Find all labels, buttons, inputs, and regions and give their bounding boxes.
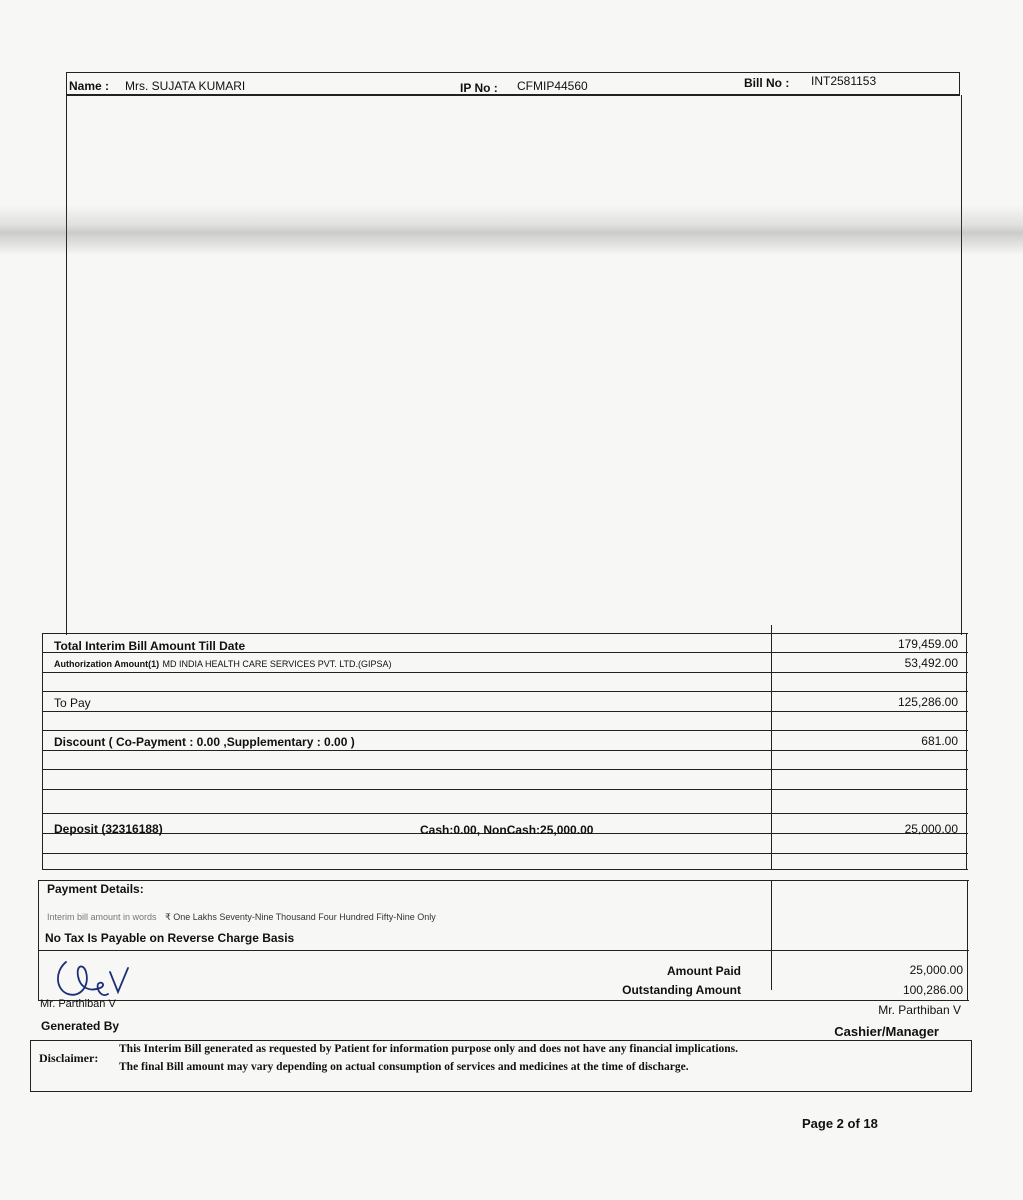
amount-paid-label: Amount Paid bbox=[667, 964, 741, 978]
cashier-label: Cashier/Manager bbox=[834, 1024, 939, 1039]
table-divider bbox=[38, 1000, 969, 1001]
bill-summary-table bbox=[42, 633, 968, 869]
deposit-value: 25,000.00 bbox=[904, 822, 958, 836]
deposit-label: Deposit (32316188) bbox=[54, 822, 163, 836]
amount-in-words-row bbox=[47, 912, 436, 923]
to-pay-value: 125,286.00 bbox=[897, 695, 958, 709]
outstanding-value: 100,286.00 bbox=[902, 983, 963, 997]
paper-fold-shadow bbox=[0, 205, 1023, 255]
generated-by-label: Generated By bbox=[41, 1019, 120, 1033]
amount-paid-value: 25,000.00 bbox=[909, 963, 963, 977]
page-number: Page 2 of 18 bbox=[802, 1116, 878, 1131]
deposit-split: Cash:0.00, NonCash:25,000.00 bbox=[420, 823, 594, 837]
signature bbox=[50, 950, 140, 1010]
authorization-value: 53,492.00 bbox=[904, 656, 958, 670]
discount-label: Discount ( Co-Payment : 0.00 ,Supplementary : 0.00 ) bbox=[54, 735, 355, 749]
disclaimer-line-2: The final Bill amount may vary depending on actual consumption of services and medicines at the time of discharge. bbox=[119, 1061, 689, 1073]
amount-column-divider bbox=[771, 880, 772, 990]
table-divider bbox=[42, 711, 968, 712]
table-divider bbox=[42, 853, 968, 854]
ip-label: IP No : bbox=[460, 81, 498, 95]
disclaimer-label: Disclaimer: bbox=[39, 1051, 99, 1065]
table-divider bbox=[42, 789, 968, 790]
table-divider bbox=[42, 730, 968, 731]
authorization-party: MD INDIA HEALTH CARE SERVICES PVT. LTD.(GIPSA) bbox=[162, 659, 392, 669]
total-interim-value: 179,459.00 bbox=[897, 637, 958, 651]
payment-details-block bbox=[38, 880, 969, 1048]
table-divider bbox=[42, 769, 968, 770]
table-left-border bbox=[38, 880, 39, 1000]
table-divider bbox=[42, 691, 968, 692]
table-right-border bbox=[966, 633, 967, 869]
name-label: Name : bbox=[69, 79, 110, 93]
discount-value: 681.00 bbox=[921, 734, 958, 748]
table-divider bbox=[42, 633, 968, 634]
patient-name: Mrs. SUJATA KUMARI bbox=[125, 79, 246, 93]
to-pay-label: To Pay bbox=[54, 696, 91, 710]
table-divider bbox=[42, 750, 968, 751]
payment-details-title: Payment Details: bbox=[47, 882, 144, 896]
authorization-row bbox=[54, 656, 392, 670]
disclaimer-box bbox=[30, 1040, 972, 1092]
table-left-border bbox=[42, 633, 43, 869]
table-divider bbox=[42, 672, 968, 673]
total-interim-label: Total Interim Bill Amount Till Date bbox=[54, 639, 246, 653]
table-divider bbox=[42, 869, 968, 870]
table-divider bbox=[42, 813, 968, 814]
disclaimer-line-1: This Interim Bill generated as requested by Patient for information purpose only and does not have any financial implications. bbox=[119, 1043, 739, 1055]
blank-content-area bbox=[66, 95, 962, 635]
table-right-border bbox=[967, 880, 968, 1000]
amount-in-words-label: Interim bill amount in words bbox=[47, 912, 157, 922]
table-divider bbox=[38, 950, 969, 951]
table-divider bbox=[38, 880, 969, 881]
ip-number: CFMIP44560 bbox=[517, 79, 588, 93]
tax-note: No Tax Is Payable on Reverse Charge Basis bbox=[45, 931, 295, 945]
authorization-label: Authorization Amount(1) bbox=[54, 659, 160, 669]
bill-label: Bill No : bbox=[744, 76, 790, 90]
cashier-name: Mr. Parthiban V bbox=[878, 1003, 961, 1017]
outstanding-label: Outstanding Amount bbox=[622, 983, 741, 997]
amount-column-divider bbox=[771, 625, 772, 869]
patient-header bbox=[66, 72, 960, 96]
bill-number: INT2581153 bbox=[811, 74, 877, 88]
amount-in-words-value: ₹ One Lakhs Seventy-Nine Thousand Four Hundred Fifty-Nine Only bbox=[165, 912, 436, 922]
generated-by-name: Mr. Parthiban V bbox=[40, 998, 116, 1010]
